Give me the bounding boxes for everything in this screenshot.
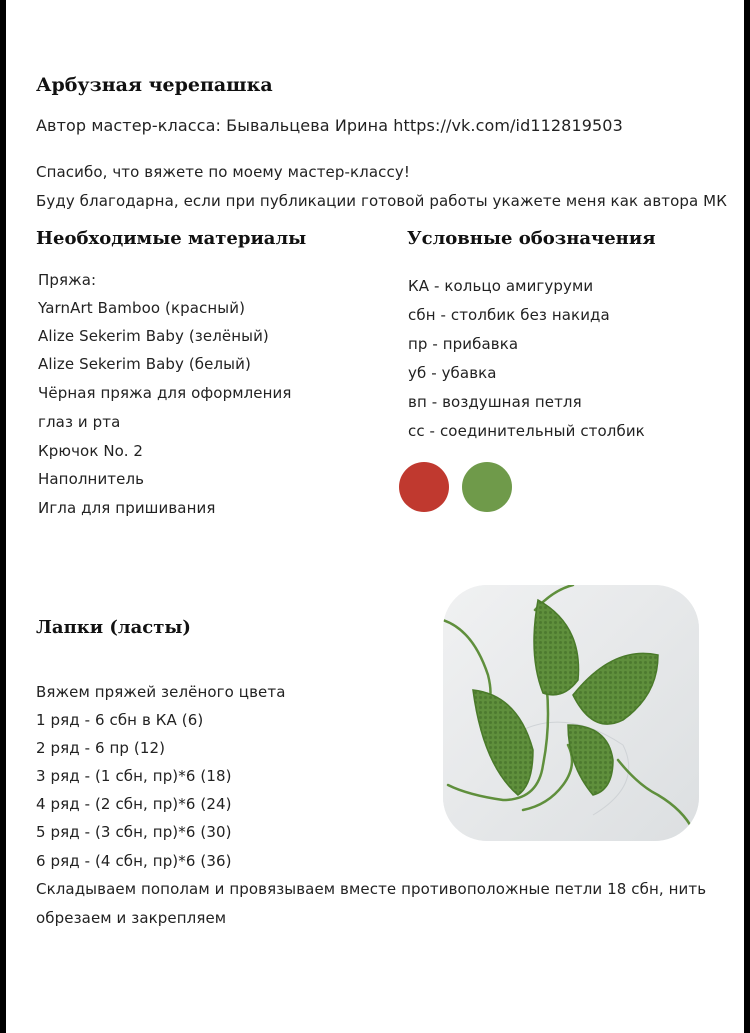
finish-line-1: Складываем пополам и провязываем вместе противоположные петли 18 сбн, нить [36,880,707,898]
thanks-line-2: Буду благодарна, если при публикации готовой работы укажете меня как автора МК [36,192,727,210]
legend-item: пр - прибавка [408,335,519,353]
flippers-photo [443,585,699,841]
page [6,0,744,1033]
material-item: Alize Sekerim Baby (белый) [38,355,251,373]
material-item: глаз и рта [38,413,121,431]
material-item: Игла для пришивания [38,499,216,517]
material-item: Наполнитель [38,470,145,488]
thanks-line-1: Спасибо, что вяжете по моему мастер-классу! [36,163,410,181]
materials-heading: Необходимые материалы [36,228,307,249]
pattern-row: 2 ряд - 6 пр (12) [36,739,166,757]
red-color-swatch [399,462,449,512]
flippers-intro: Вяжем пряжей зелёного цвета [36,683,286,701]
author-line: Автор мастер-класса: Бывальцева Ирина https://vk.com/id112819503 [36,116,623,135]
legend-heading: Условные обозначения [407,228,656,249]
material-item: Крючок No. 2 [38,442,144,460]
legend-item: КА - кольцо амигуруми [408,277,594,295]
finish-line-2: обрезаем и закрепляем [36,909,227,927]
legend-item: сс - соединительный столбик [408,422,645,440]
pattern-row: 5 ряд - (3 сбн, пр)*6 (30) [36,823,232,841]
legend-item: сбн - столбик без накида [408,306,610,324]
legend-item: уб - убавка [408,364,497,382]
material-item: YarnArt Bamboo (красный) [38,299,246,317]
legend-item: вп - воздушная петля [408,393,582,411]
pattern-row: 3 ряд - (1 сбн, пр)*6 (18) [36,767,232,785]
flippers-heading: Лапки (ласты) [36,617,191,638]
material-item: Alize Sekerim Baby (зелёный) [38,327,269,345]
material-item: Пряжа: [38,271,97,289]
page-title: Арбузная черепашка [36,74,273,96]
green-color-swatch [462,462,512,512]
pattern-row: 1 ряд - 6 сбн в КА (6) [36,711,204,729]
pattern-row: 4 ряд - (2 сбн, пр)*6 (24) [36,795,232,813]
pattern-row: 6 ряд - (4 сбн, пр)*6 (36) [36,852,232,870]
material-item: Чёрная пряжа для оформления [38,384,292,402]
